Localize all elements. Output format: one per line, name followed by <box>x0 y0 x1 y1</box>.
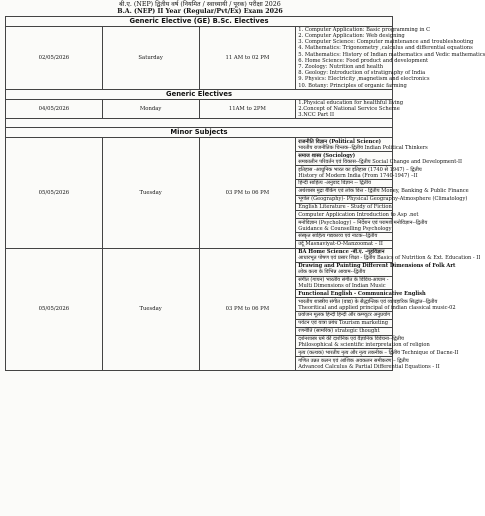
minor-section-title: Minor Subjects <box>6 128 393 138</box>
minor-row1-date: 05/05/2026 <box>6 138 103 248</box>
list-item: 4. Mathematics: Trigonometry ,calculus and differential equations <box>298 45 473 52</box>
list-item: संगीत (गायन) भारतीय संगीत के विविध-आयाम - Multi Dimensions of Indian Music <box>296 277 392 291</box>
ge-date: 02/05/2026 <box>6 26 103 89</box>
list-item: दर्शनशास्त्र धर्म की दार्शनिक एवं वैज्ञानिक विवेचना--द्वितीय Philosophical & scientific interpretation of religion <box>298 335 430 348</box>
list-item: 2.Concept of National Service Scheme <box>298 106 400 113</box>
minor-row1-day: Tuesday <box>102 138 199 248</box>
list-item: English Literature - Study of Fiction <box>298 203 392 210</box>
minor-row2-subjects <box>296 248 481 370</box>
list-item: अर्थशास्त्र मुद्रा बैंकिंग एवं लोक वित्त - द्वितीय Money, Banking & Public Finance <box>298 188 469 195</box>
list-item: 9. Physics: Electricity ,magnetism and electronics <box>298 76 430 83</box>
gen-section-title: Generic Electives <box>6 89 393 99</box>
gen-row <box>6 99 393 119</box>
list-item: 8. Geology: Introduction of stratigraphy of India <box>298 70 426 77</box>
list-item: Computer Application Introduction to Asp .net <box>298 211 419 218</box>
list-item: 10. Botany: Principles of organic farming <box>298 82 407 89</box>
minor-row2-day: Tuesday <box>102 248 199 370</box>
list-item: मनोविज्ञान (Psychology) – निर्देशन एवं परामर्श मनोविज्ञान--द्वितीय Guidance & Counselling Psychology <box>298 219 428 232</box>
ge-time: 11 AM to 02 PM <box>199 26 296 89</box>
gen-subject-list <box>296 99 404 119</box>
list-item: पर्यटन एवं यात्रा प्रबंध Tourism marketing <box>296 320 392 328</box>
gen-time: 11AM to 2PM <box>199 99 296 119</box>
list-item: 5. Mathematics: History of Indian mathematics and Vedic mathematics <box>298 51 485 58</box>
ge-row <box>6 26 393 89</box>
list-item: 2. Computer Application: Web designing <box>298 33 405 40</box>
ge-day: Saturday <box>102 26 199 89</box>
list-item: समाज शास्त्र (Sociology) समकालीन परिवर्तन एवं विकास--द्वितीय Social Change and Development-II <box>298 152 463 165</box>
list-item: प्रयोजन मूलक हिन्दी हिन्दी और कम्प्यूटर अनुप्रयोग <box>298 312 391 319</box>
list-item: गणित उन्नत कलन एवं आंशिक अवकलन समीकरण – द्वितीय Advanced Calculus & Partial Differential Equations - II <box>298 357 440 370</box>
list-item: संस्कृत साहित्य गद्यकाव्य एवं नाटक--द्वितीय <box>296 233 392 241</box>
list-item: 1.Physical education for healthful living <box>298 99 404 106</box>
minor-row2-date: 05/05/2026 <box>6 248 103 370</box>
list-item: उर्दू Masnaviyat-O-Manzoomat – II <box>298 241 383 248</box>
list-item: 7. Zoology: Nutrition and health <box>298 64 384 71</box>
page-header <box>0 0 400 16</box>
list-item: राजनीति विज्ञान (Political Science) भारतीय राजनीतिक चिन्तक--द्वितीय Indian Political Thinkers <box>298 138 428 151</box>
list-item: 6. Home Science: Food product and development <box>298 57 429 64</box>
schedule-table-ge <box>5 16 485 371</box>
list-item: हिन्दी साहित्य -अनुवाद विज्ञान -- द्वितीय <box>296 180 392 188</box>
gen-day: Monday <box>102 99 199 119</box>
list-item: Functional English - Communicative English <box>298 290 426 297</box>
minor-row1-subjects <box>296 138 469 248</box>
list-item: 3.NCC Part II <box>298 112 334 119</box>
list-item: रणनीति (सामरिक) strategic thought <box>296 328 392 336</box>
list-item: भूगोल (Geography)- Physical Geography-Atmosphere (Climatology) <box>298 196 468 203</box>
minor-row-2 <box>6 248 393 370</box>
ge-subject-list <box>296 26 485 89</box>
header-hindi-line: बी.ए. (NEP) द्वितीय वर्ष (नियमित / स्वाध्यायी / पूरक) परीक्षा 2026 <box>119 1 281 8</box>
list-item: BA Home Science -बी.ए. -गृहविज्ञान आधारभूत पोषण एवं प्रसार शिक्षा - द्वितीय Basics of Nutrition & Ext. Education - II <box>298 249 481 262</box>
gen-date: 04/05/2026 <box>6 99 103 119</box>
minor-row-1 <box>6 138 393 248</box>
list-item: 3. Computer Science: Computer maintenance and troubleshooting <box>298 39 474 46</box>
list-item: इतिहास -आधुनिक भारत का इतिहास (1740 से 1947) – द्वितीय History of Modern India (From 1740-1947) –II <box>298 166 422 179</box>
ge-section-title: Generic Elective (GE) B.Sc. Electives <box>6 16 393 26</box>
spacer-row <box>6 119 393 128</box>
minor-row1-time: 03 PM to 06 PM <box>199 138 296 248</box>
list-item: 1. Computer Application: Basic programming in C <box>298 26 431 33</box>
list-item: Drawing and Painting Different Dimensions of Folk Art लोक कला के विभिन्न आयाम--द्वितीय <box>298 263 456 276</box>
minor-row2-time: 03 PM to 06 PM <box>199 248 296 370</box>
list-item: नृत्य (कत्थक) भारतीय नृत्य और नृत्य तकनीक – द्वितीय Technique of Dacne-II <box>298 349 459 356</box>
header-english-line: B.A. (NEP) II Year (Regular/Pvt/Ex) Exam 2026 <box>117 8 283 16</box>
list-item: भारतीय शास्त्रीय संगीत (वाद्य) के सैद्धान्तिक एवं व्यावहारिक सिद्धांत--द्वितीय Theoritical and applied principal of indian classical music-02 <box>298 298 456 311</box>
